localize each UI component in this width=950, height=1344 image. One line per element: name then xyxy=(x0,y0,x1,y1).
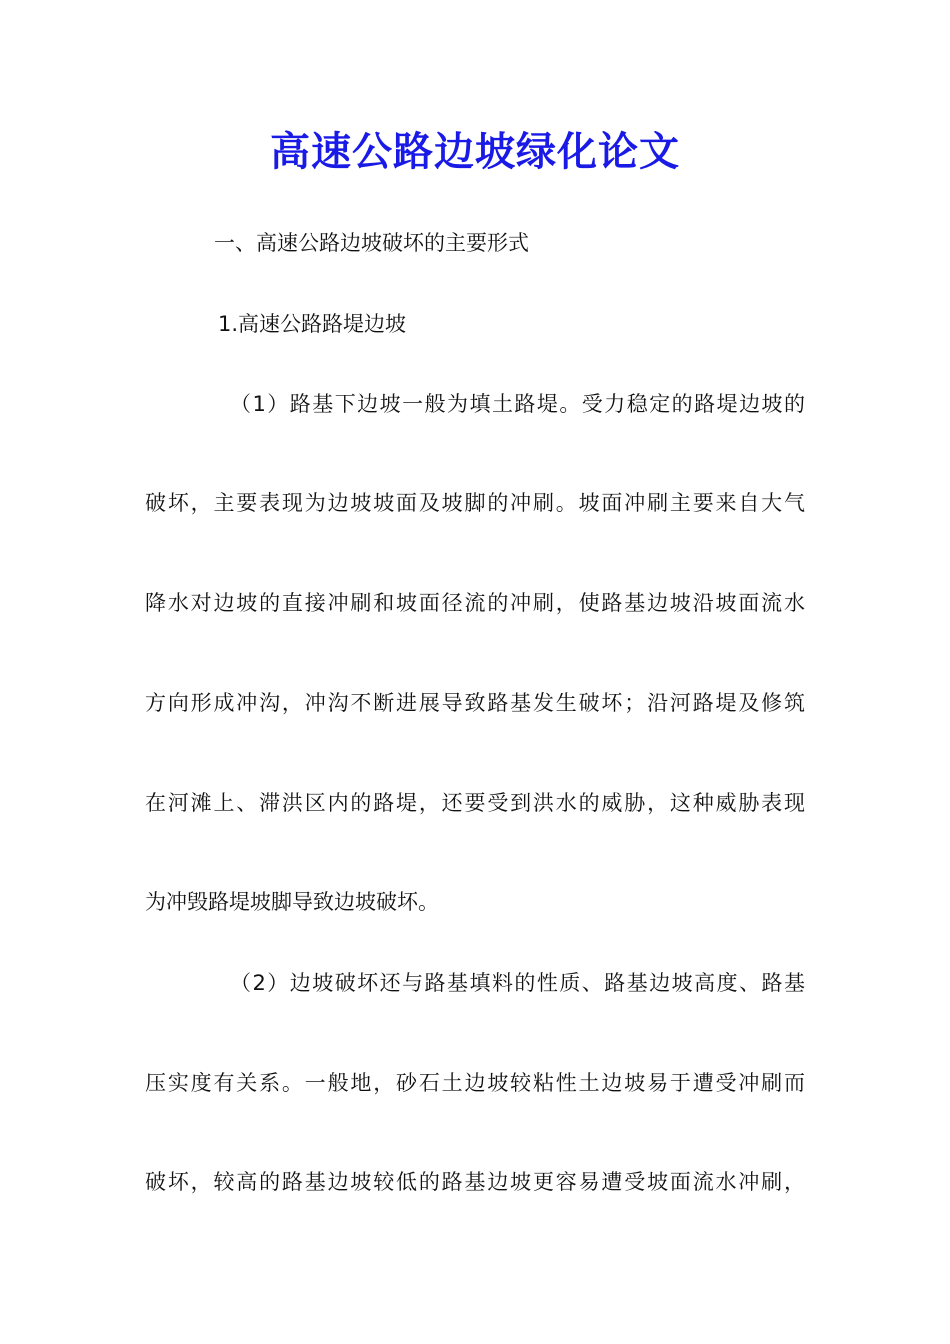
paragraph-line: 方向形成冲沟，冲沟不断进展导致路基发生破坏；沿河路堤及修筑 xyxy=(145,691,805,715)
paragraph-line: 在河滩上、滞洪区内的路堤，还要受到洪水的威胁，这种威胁表现 xyxy=(145,791,805,815)
paragraph-line: 破坏，主要表现为边坡坡面及坡脚的冲刷。坡面冲刷主要来自大气 xyxy=(145,491,805,515)
paragraph-line: 破坏，较高的路基边坡较低的路基边坡更容易遭受坡面流水冲刷， xyxy=(145,1170,805,1194)
paragraph-line: 为冲毁路堤坡脚导致边坡破坏。 xyxy=(145,890,439,914)
paragraph-line: 压实度有关系。一般地，砂石土边坡较粘性土边坡易于遭受冲刷而 xyxy=(145,1071,805,1095)
document-title: 高速公路边坡绿化论文 xyxy=(270,128,680,175)
paragraph-line: （1）路基下边坡一般为填土路堤。受力稳定的路堤边坡的 xyxy=(230,392,805,416)
paragraph-line: （2）边坡破坏还与路基填料的性质、路基边坡高度、路基 xyxy=(230,971,805,995)
section-heading: 一、高速公路边坡破坏的主要形式 xyxy=(214,231,529,255)
paragraph-line: 降水对边坡的直接冲刷和坡面径流的冲刷，使路基边坡沿坡面流水 xyxy=(145,591,805,615)
subsection-heading: 1.高速公路路堤边坡 xyxy=(218,312,407,336)
